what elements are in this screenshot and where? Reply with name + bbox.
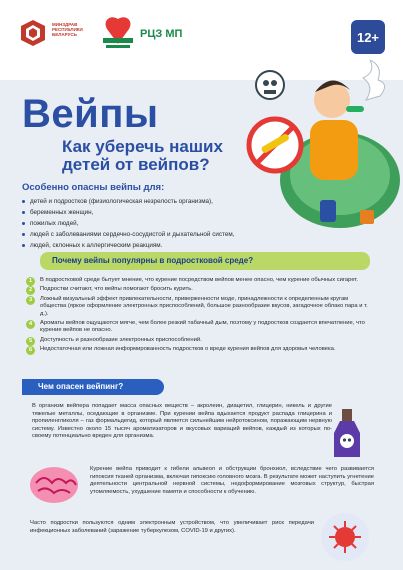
- danger-paragraph-infection: Часто подростки пользуются одним электронным устройством, что увеличивает риск передачи инфекционных заболеваний (заражение туберкулезом, COVID-19 и других).: [30, 520, 314, 534]
- numbered-item: [22, 320, 374, 335]
- list-item: детей и подростков (физиологическая незрелость организма),: [22, 196, 362, 207]
- numbered-item-text: В подростковой среде бытует мнение, что курение посредством вейпов менее опасно, чем курение обычных сигарет.: [40, 277, 358, 283]
- list-item: людей с заболеваниями сердечно-сосудистой и дыхательной систем,: [22, 229, 362, 240]
- numbered-item-text: Ложный визуальный эффект привлекательности, приверженности моде, принадлежности к определенным кругам общества (яркое оформление электронных приспособлений, большое разнообразие вкусов, загадочное облако пара и т. д.).: [40, 295, 368, 317]
- numbered-item: [22, 337, 374, 344]
- danger-paragraph-substances: В организм вейпера попадает масса опасных веществ – акролеин, диацетил, глицерин, никель и другие тяжелые металлы, оседающие в организме. При курении вейпа вдыхается продукт распада глицерина и пропиленгликоля – газ формальдегид, который является сильнейшим нейротоксином, поражающим нервную систему. Известно около 15 тысяч ароматизаторов и вкусовых вариаций вейпов, каждый из которых по-своему потенциально вреден для организма.: [32, 403, 332, 440]
- danger-heading: Чем опасен вейпинг?: [38, 382, 124, 391]
- numbered-item-text: Доступность и разнообразие электронных приспособлений.: [40, 336, 202, 343]
- numbered-item-text: Ароматы вейпов ощущаются мягче, чем более резкий табачный дым, поэтому у подростков создается впечатление, что курение вейпов не опасно.: [40, 320, 365, 334]
- numbered-item-text: Недостаточная или ложная информированность подростков о вреде курения вейпов для здоровья человека.: [40, 346, 336, 353]
- age-rating-badge: 12+: [351, 20, 385, 54]
- ministry-logo-icon: [18, 18, 48, 48]
- number-badge: 5: [26, 337, 35, 346]
- page-subtitle: Как уберечь наших детей от вейпов?: [62, 137, 223, 174]
- numbered-item: [22, 296, 374, 318]
- list-item: людей, склонных к аллергическим реакциям.: [22, 240, 362, 251]
- numbered-item: [22, 277, 374, 284]
- number-badge: 1: [26, 277, 35, 286]
- number-badge: 3: [26, 296, 35, 305]
- list-item: пожилых людей,: [22, 218, 362, 229]
- risk-groups-heading: Особенно опасны вейпы для:: [22, 182, 165, 193]
- why-popular-heading: Почему вейпы популярны в подростковой среде?: [52, 256, 254, 265]
- numbered-item: [22, 286, 374, 293]
- rczmp-logo-text: РЦЗ МП: [140, 28, 183, 40]
- number-badge: 2: [26, 286, 35, 295]
- rczmp-logo-icon: [100, 16, 136, 50]
- brain-icon: [26, 463, 82, 507]
- numbered-item: [22, 346, 374, 353]
- risk-groups-list: [22, 196, 362, 251]
- number-badge: 6: [26, 346, 35, 355]
- number-badge: 4: [26, 320, 35, 329]
- list-item: беременных женщин,: [22, 207, 362, 218]
- virus-icon: [320, 512, 370, 562]
- danger-paragraph-hypoxia: Курение вейпа приводит к гибели альвеол и обструкции бронхиол, вследствие чего развивается гипоксия тканей организма, включая гипоксию головного мозга. В результате может наступить угнетение деятельности центральной нервной системы, недоформирование мозговых структур, быстрая утомляемость, ухудшение памяти и способности к обучению.: [90, 466, 374, 495]
- poison-bottle-icon: [330, 407, 364, 461]
- ministry-logo-text: МИНЗДРАВ РЕСПУБЛИКИ БЕЛАРУСЬ: [52, 22, 83, 37]
- page-title: Вейпы: [22, 92, 159, 136]
- numbered-item-text: Подростки считают, что вейпы помогают бросить курить.: [40, 286, 193, 293]
- why-popular-list: [22, 277, 374, 356]
